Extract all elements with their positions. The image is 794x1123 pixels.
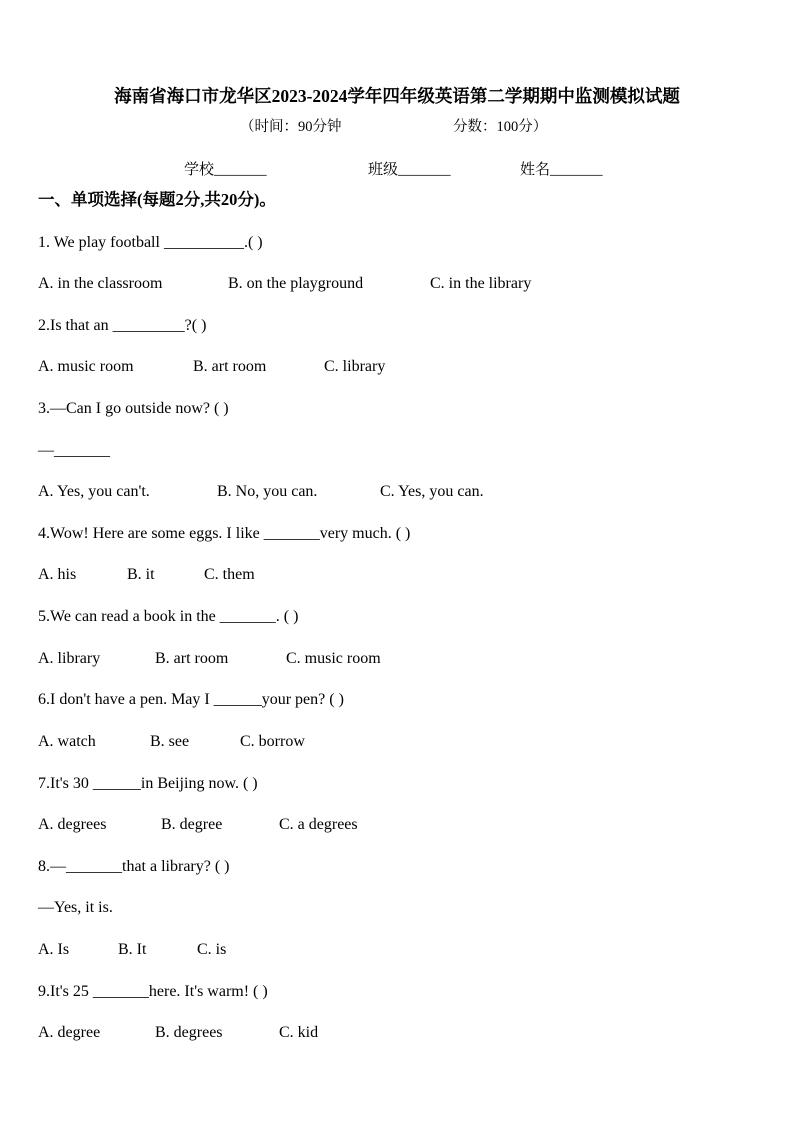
question-8-option-c: C. is — [197, 941, 227, 958]
question-5-option-b: B. art room — [155, 650, 229, 667]
question-3-option-a: A. Yes, you can't. — [38, 483, 150, 500]
question-4-option-a: A. his — [38, 566, 77, 583]
question-8-option-a: A. Is — [38, 941, 70, 958]
question-6-stem: 6.I don't have a pen. May I ______your pen? ( ) — [38, 691, 344, 708]
question-5-option-c: C. music room — [286, 650, 381, 667]
question-8-answer-line: —Yes, it is. — [38, 899, 113, 916]
question-3-stem: 3.—Can I go outside now? ( ) — [38, 400, 229, 417]
question-1-option-c: C. in the library — [430, 275, 532, 292]
question-8-option-b: B. It — [118, 941, 147, 958]
question-6-option-c: C. borrow — [240, 733, 305, 750]
page-title: 海南省海口市龙华区2023-2024学年四年级英语第二学期期中监测模拟试题 — [114, 86, 680, 106]
question-9-option-c: C. kid — [279, 1024, 319, 1041]
question-1-option-b: B. on the playground — [228, 275, 364, 292]
question-3-option-b: B. No, you can. — [217, 483, 318, 500]
section-title: 一、单项选择(每题2分,共20分)。 — [38, 190, 276, 209]
school-field: 学校_______ — [184, 162, 267, 178]
question-9-option-a: A. degree — [38, 1024, 101, 1041]
question-9-stem: 9.It's 25 _______here. It's warm! ( ) — [38, 983, 268, 1000]
question-2-option-a: A. music room — [38, 358, 134, 375]
name-field: 姓名_______ — [520, 162, 603, 178]
question-4-stem: 4.Wow! Here are some eggs. I like _______very much. ( ) — [38, 525, 411, 542]
question-5-option-a: A. library — [38, 650, 101, 667]
question-1-stem: 1. We play football __________.( ) — [38, 234, 263, 251]
question-5-stem: 5.We can read a book in the _______. ( ) — [38, 608, 299, 625]
question-6-option-b: B. see — [150, 733, 190, 750]
question-7-stem: 7.It's 30 ______in Beijing now. ( ) — [38, 775, 258, 792]
question-7-option-c: C. a degrees — [279, 816, 358, 833]
question-4-option-c: C. them — [204, 566, 255, 583]
class-field: 班级_______ — [368, 162, 451, 178]
question-3-answer-line: —_______ — [38, 442, 110, 459]
question-7-option-a: A. degrees — [38, 816, 107, 833]
question-2-option-c: C. library — [324, 358, 386, 375]
question-1-option-a: A. in the classroom — [38, 275, 163, 292]
question-6-option-a: A. watch — [38, 733, 96, 750]
exam-score: 分数：100分） — [453, 119, 548, 135]
question-8-stem: 8.—_______that a library? ( ) — [38, 858, 230, 875]
question-2-stem: 2.Is that an _________?( ) — [38, 317, 207, 334]
question-7-option-b: B. degree — [161, 816, 223, 833]
question-2-option-b: B. art room — [193, 358, 267, 375]
question-4-option-b: B. it — [127, 566, 155, 583]
question-9-option-b: B. degrees — [155, 1024, 223, 1041]
exam-time: （时间：90分钟 — [240, 119, 342, 135]
question-3-option-c: C. Yes, you can. — [380, 483, 484, 500]
